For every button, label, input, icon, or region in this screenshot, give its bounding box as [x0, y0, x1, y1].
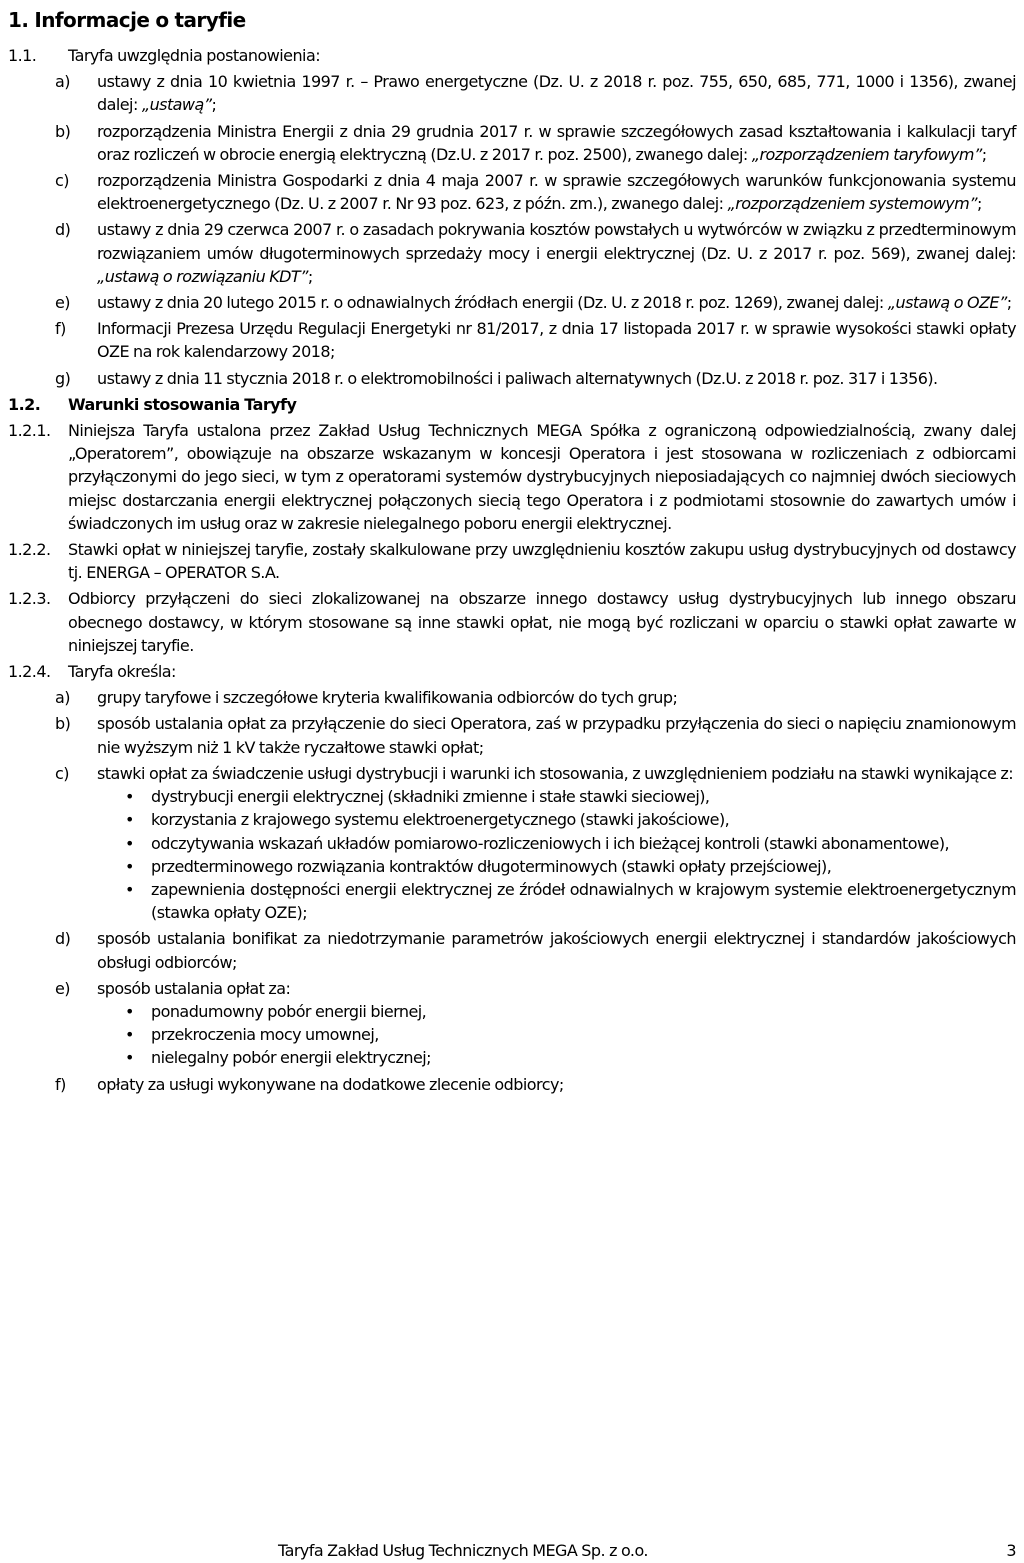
item-text: grupy taryfowe i szczegółowe kryteria kwalifikowania odbiorców do tych grup; [97, 688, 678, 708]
item-label: b) [55, 714, 71, 734]
bullet-item [125, 832, 1016, 855]
item-body [97, 977, 1016, 1070]
clause-1-2-2 [8, 538, 1016, 584]
subsection-text: Taryfa uwzględnia postanowienia: [68, 46, 321, 65]
clause-text: Stawki opłat w niniejszej taryfie, zostały skalkulowane przy uwzględnieniu kosztów zakupu usług dystrybucyjnych od dostawcy tj. ENERGA – OPERATOR S.A. [68, 540, 1016, 583]
legal-basis-list [8, 70, 1016, 390]
bullet-text: dystrybucji energii elektrycznej (składniki zmienne i stałe stawki sieciowej), [151, 787, 710, 807]
clause-number: 1.2.1. [8, 421, 51, 441]
item-text: opłaty za usługi wykonywane na dodatkowe zlecenie odbiorcy; [97, 1074, 564, 1094]
bullet-list [125, 785, 1016, 924]
item-text: rozporządzenia Ministra Gospodarki z dnia 4 maja 2007 r. w sprawie szczegółowych warunków funkcjonowania systemu elektroenergetycznego (Dz. U. z 2007 r. Nr 93 poz. 623, z późn. zm.), zwanego dalej: „rozporządzeniem systemowym”; [97, 171, 1016, 214]
page-number: 3 [1006, 1541, 1016, 1560]
subsection-title: Warunki stosowania Taryfy [68, 394, 297, 414]
list-item [55, 927, 1016, 973]
subsection-1-1 [8, 44, 1016, 67]
subsection-number: 1.2. [8, 394, 41, 414]
clause-number: 1.2.3. [8, 589, 51, 609]
bullet-icon: • [125, 787, 134, 807]
item-text: stawki opłat za świadczenie usługi dystrybucji i warunki ich stosowania, z uwzględnieniem podziału na stawki wynikające z: [97, 763, 1014, 783]
item-body [97, 762, 1016, 924]
bullet-icon: • [125, 856, 134, 876]
item-label: d) [55, 929, 71, 949]
clause-text: Odbiorcy przyłączeni do sieci zlokalizowanej na obszarze innego dostawcy usług dystrybucyjnych lub innego obszaru obecnego dostawcy, w którym stosowane są inne stawki opłat, nie mogą być rozliczani w oparciu o stawki opłat zawarte w niniejszej taryfie. [68, 589, 1016, 655]
item-label: a) [55, 72, 70, 92]
item-label: c) [55, 171, 69, 191]
item-label: e) [55, 293, 70, 313]
list-item [55, 977, 1016, 1070]
item-label: d) [55, 220, 71, 240]
clause-1-2-4 [8, 660, 1016, 683]
list-item [55, 70, 1016, 116]
subsection-number: 1.1. [8, 46, 37, 65]
item-label: e) [55, 978, 70, 998]
bullet-icon: • [125, 833, 134, 853]
bullet-item [125, 878, 1016, 924]
tariff-scope-list [8, 686, 1016, 1095]
bullet-text: przekroczenia mocy umownej, [151, 1025, 379, 1045]
list-item [55, 291, 1016, 314]
bullet-item [125, 1023, 1016, 1046]
item-text: rozporządzenia Ministra Energii z dnia 29 grudnia 2017 r. w sprawie szczegółowych zasad kształtowania i kalkulacji taryf oraz rozliczeń w obrocie energią elektryczną (Dz.U. z 2017 r. poz. 2500), zwanego dalej: „rozporządzeniem taryfowym”; [97, 121, 1016, 164]
bullet-item [125, 808, 1016, 831]
clause-text: Taryfa określa: [68, 662, 176, 682]
item-text: Informacji Prezesa Urzędu Regulacji Energetyki nr 81/2017, z dnia 17 listopada 2017 r. w sprawie wysokości stawki opłaty OZE na rok kalendarzowy 2018; [97, 319, 1016, 362]
clause-1-2-3 [8, 587, 1016, 657]
bullet-item [125, 785, 1016, 808]
bullet-item [125, 855, 1016, 878]
bullet-text: przedterminowego rozwiązania kontraktów długoterminowych (stawki opłaty przejściowej), [151, 856, 832, 876]
clause-1-2-1 [8, 419, 1016, 535]
item-text: sposób ustalania opłat za przyłączenie do sieci Operatora, zaś w przypadku przyłączenia do sieci o napięciu znamionowym nie wyższym niż 1 kV także ryczałtowe stawki opłat; [97, 714, 1016, 757]
list-item [55, 712, 1016, 758]
clause-number: 1.2.2. [8, 540, 51, 560]
item-text: ustawy z dnia 11 stycznia 2018 r. o elektromobilności i paliwach alternatywnych (Dz.U. z 2018 r. poz. 317 i 1356). [97, 368, 938, 388]
list-item [55, 686, 1016, 709]
item-text: ustawy z dnia 10 kwietnia 1997 r. – Prawo energetyczne (Dz. U. z 2018 r. poz. 755, 650, 685, 771, 1000 i 1356), zwanej dalej: „ustawą”; [97, 72, 1016, 115]
item-label: c) [55, 763, 69, 783]
item-text: sposób ustalania bonifikat za niedotrzymanie parametrów jakościowych energii elektrycznej i standardów jakościowych obsługi odbiorców; [97, 929, 1016, 972]
clause-number: 1.2.4. [8, 662, 51, 682]
item-label: g) [55, 368, 71, 388]
list-item [55, 1073, 1016, 1096]
item-text: ustawy z dnia 29 czerwca 2007 r. o zasadach pokrywania kosztów powstałych u wytwórców w związku z przedterminowym rozwiązaniem umów długoterminowych sprzedaży mocy i energii elektrycznej (Dz. U. z 2017 r. poz. 569), zwanej dalej: „ustawą o rozwiązaniu KDT”; [97, 220, 1016, 286]
bullet-item [125, 1000, 1016, 1023]
bullet-text: ponadumowny pobór energii biernej, [151, 1001, 427, 1021]
list-item [55, 218, 1016, 288]
bullet-icon: • [125, 1001, 134, 1021]
item-label: b) [55, 121, 71, 141]
item-label: a) [55, 688, 70, 708]
bullet-text: odczytywania wskazań układów pomiarowo-rozliczeniowych i ich bieżącej kontroli (stawki abonamentowe), [151, 833, 950, 853]
subsection-1-2 [8, 393, 1016, 416]
bullet-text: nielegalny pobór energii elektrycznej; [151, 1048, 431, 1068]
section-heading: 1. Informacje o taryfie [8, 8, 246, 32]
bullet-icon: • [125, 1048, 134, 1068]
list-item [55, 120, 1016, 166]
list-item [55, 367, 1016, 390]
bullet-icon: • [125, 1025, 134, 1045]
bullet-item [125, 1046, 1016, 1069]
clause-text: Niniejsza Taryfa ustalona przez Zakład Usług Technicznych MEGA Spółka z ograniczoną odpowiedzialnością, zwany dalej „Operatorem”, obowiązuje na obszarze wskazanym w koncesji Operatora i jest stosowana w rozliczeniach z odbiorcami przyłączonymi do jego sieci, w tym z operatorami systemów dystrybucyjnych nieposiadających co najmniej dwóch sieciowych miejsc dostarczania energii elektrycznej połączonych siecią tego Operatora i z podmiotami stosownie do zawartych umów i świadczonych im usług oraz w zakresie nielegalnego poboru energii elektrycznej. [68, 421, 1016, 533]
document-page [8, 8, 1016, 1560]
bullet-text: korzystania z krajowego systemu elektroenergetycznego (stawki jakościowe), [151, 810, 730, 830]
list-item [55, 317, 1016, 363]
bullet-list [125, 1000, 1016, 1070]
bullet-text: zapewnienia dostępności energii elektrycznej ze źródeł odnawialnych w krajowym systemie elektroenergetycznym (stawka opłaty OZE); [151, 879, 1016, 923]
list-item [55, 762, 1016, 924]
item-text: ustawy z dnia 20 lutego 2015 r. o odnawialnych źródłach energii (Dz. U. z 2018 r. poz. 1269), zwanej dalej: „ustawą o OZE”; [97, 293, 1012, 313]
bullet-icon: • [125, 810, 134, 830]
bullet-icon: • [125, 879, 134, 899]
item-label: f) [55, 1074, 66, 1094]
item-label: f) [55, 319, 66, 339]
footer-text: Taryfa Zakład Usług Technicznych MEGA Sp. z o.o. [278, 1541, 648, 1560]
item-text: sposób ustalania opłat za: [97, 978, 291, 998]
list-item [55, 169, 1016, 215]
